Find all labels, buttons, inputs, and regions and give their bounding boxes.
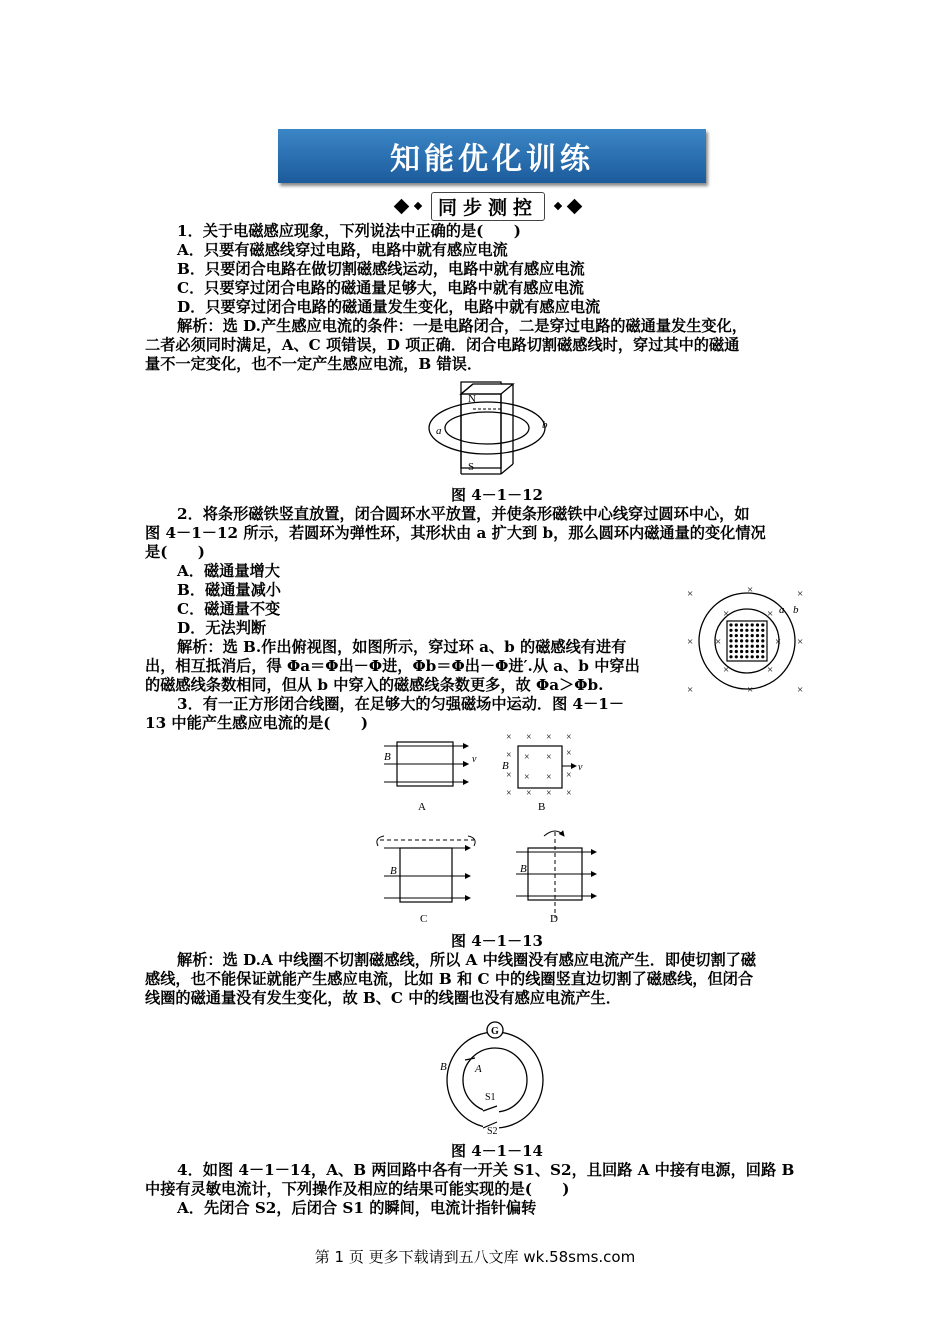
title-banner [278,129,706,183]
diamond-icon [414,202,422,210]
field-dot [740,655,743,658]
q2-stem: 是( ) [145,543,205,561]
q2-option-c: C．磁通量不变 [177,600,281,618]
switch-s1-label: S1 [485,1092,496,1103]
field-dot [756,650,759,653]
svg-text:×: × [767,664,774,676]
field-dot [751,634,754,637]
svg-text:×: × [524,772,530,783]
field-dot [751,645,754,648]
q3-stem: 13 中能产生感应电流的是( ) [145,714,369,732]
field-dot [745,623,748,626]
q3-answer: 感线，也不能保证就能产生感应电流，比如 B 和 C 中的线圈竖直边切割了磁感线，但闭合 [145,970,754,988]
field-dot [761,623,764,626]
figure-caption: 图 4－1－12 [451,486,543,504]
field-dot [729,645,732,648]
option-c-label: C [420,913,428,925]
svg-text:×: × [715,636,722,648]
field-b-label: B [384,751,391,763]
field-dot [751,650,754,653]
q4-stem: 4．如图 4－1－14，A、B 两回路中各有一开关 S1、S2，且回路 A 中接有电源，回路 B [177,1161,795,1179]
option-b-label: B [538,801,546,813]
field-dot [745,645,748,648]
field-dot [729,623,732,626]
field-dot [729,629,732,632]
field-dot [735,623,738,626]
diamond-icon [394,198,410,214]
field-dot [761,655,764,658]
svg-text:×: × [524,752,530,763]
field-dot [740,634,743,637]
loop-a-label: A [475,1063,482,1075]
field-dot [740,645,743,648]
field-dot [740,629,743,632]
field-dot [751,639,754,642]
field-dot [745,634,748,637]
svg-text:×: × [526,732,532,743]
field-dot [745,650,748,653]
q2-stem: 2．将条形磁铁竖直放置，闭合圆环水平放置，并使条形磁铁中心线穿过圆环中心，如 [177,505,750,523]
svg-text:×: × [546,788,552,799]
field-dot [751,623,754,626]
field-b-label: B [502,760,509,772]
svg-text:×: × [797,684,804,695]
svg-text:×: × [687,636,694,648]
field-dot [751,629,754,632]
field-dot [761,645,764,648]
q4-option-a: A．先闭合 S2，后闭合 S1 的瞬间，电流计指针偏转 [177,1199,537,1217]
svg-text:×: × [546,752,552,763]
field-dot [740,623,743,626]
svg-text:×: × [506,750,512,761]
svg-text:×: × [546,732,552,743]
figure-4-1-13-d [510,828,600,928]
q1-answer: 解析：选 D.产生感应电流的条件：一是电路闭合，二是穿过电路的磁通量发生变化， [177,317,747,335]
svg-text:×: × [506,770,512,781]
q1-option-c: C．只要穿过闭合电路的磁通量足够大，电路中就有感应电流 [177,279,584,297]
field-dot [745,629,748,632]
velocity-label: v [472,754,477,765]
q1-stem: 1．关于电磁感应现象，下列说法中正确的是( ) [177,222,521,240]
figure-caption: 图 4－1－14 [451,1142,543,1160]
field-dot [751,655,754,658]
field-dot [729,639,732,642]
field-dot [735,634,738,637]
field-dot [756,655,759,658]
option-d-label: D [550,913,558,925]
q3-answer: 线圈的磁通量没有发生变化，故 B、C 中的线圈也没有感应电流产生． [145,989,621,1007]
ring-a-label: a [436,425,442,437]
field-dot [761,634,764,637]
q1-option-d: D．只要穿过闭合电路的磁通量发生变化，电路中就有感应电流 [177,298,601,316]
field-dot [735,639,738,642]
field-dot [761,639,764,642]
q1-option-b: B．只要闭合电路在做切割磁感线运动，电路中就有感应电流 [177,260,585,278]
q2-option-b: B．磁通量减小 [177,581,281,599]
top-view-figure [685,585,810,695]
svg-text:×: × [566,748,572,759]
q2-answer: 解析：选 B.作出俯视图，如图所示，穿过环 a、b 的磁感线有进有 [177,638,627,656]
ring-b-label: b [793,604,799,616]
q2-answer: 的磁感线条数相同，但从 b 中穿入的磁感线条数更多，故 Φa＞Φb. [145,676,604,694]
field-b-label: B [520,863,527,875]
field-dot [729,634,732,637]
loop-b-label: B [440,1061,447,1073]
page-footer: 第 1 页 更多下载请到五八文库 wk.58sms.com [314,1248,636,1266]
field-dot [729,655,732,658]
field-dot [756,623,759,626]
svg-text:×: × [747,684,754,695]
field-dot [761,629,764,632]
section-heading [392,193,584,219]
banner-title: 知能优化训练 [390,142,594,177]
svg-text:×: × [687,684,694,695]
field-dot [735,645,738,648]
field-dot [745,655,748,658]
svg-text:×: × [566,732,572,743]
svg-text:×: × [566,788,572,799]
option-a-label: A [418,801,426,813]
section-title: 同步测控 [431,192,545,221]
svg-text:×: × [723,608,730,620]
diamond-icon [567,198,583,214]
field-dot [756,645,759,648]
figure-4-1-12 [425,378,565,482]
field-dot [729,650,732,653]
q3-stem: 3．有一正方形闭合线圈，在足够大的匀强磁场中运动．图 4－1－ [177,695,625,713]
svg-text:×: × [526,788,532,799]
svg-text:×: × [747,585,754,596]
svg-text:×: × [566,770,572,781]
field-dot [745,639,748,642]
south-pole-label: S [468,461,475,473]
svg-text:×: × [775,636,782,648]
switch-s2-label: S2 [487,1126,498,1134]
diamond-icon [554,202,562,210]
field-dot [740,639,743,642]
field-dot [761,650,764,653]
field-dot [756,634,759,637]
q2-stem: 图 4－1－12 所示，若圆环为弹性环，其形状由 a 扩大到 b，那么圆环内磁通量的变化情况 [145,524,766,542]
svg-text:×: × [797,636,804,648]
field-dot [756,629,759,632]
figure-4-1-14 [437,1018,557,1134]
galvanometer-label: G [491,1026,499,1037]
q1-answer: 量不一定变化，也不一定产生感应电流，B 错误． [145,355,483,373]
q2-option-d: D．无法判断 [177,619,267,637]
svg-text:×: × [546,772,552,783]
q2-answer: 出，相互抵消后，得 Φa＝Φ出－Φ进，Φb＝Φ出－Φ进′.从 a、b 中穿出 [145,657,640,675]
q1-answer: 二者必须同时满足，A、C 项错误，D 项正确．闭合电路切割磁感线时，穿过其中的磁通 [145,336,740,354]
ring-b-label: b [542,419,548,431]
field-dot [735,650,738,653]
svg-text:×: × [506,732,512,743]
field-dot [756,639,759,642]
svg-text:×: × [797,588,804,600]
svg-text:×: × [723,664,730,676]
velocity-label: v [578,762,583,773]
q3-answer: 解析：选 D.A 中线圈不切割磁感线，所以 A 中线圈没有感应电流产生．即使切割了磁 [177,951,757,969]
field-b-label: B [390,865,397,877]
figure-caption: 图 4－1－13 [451,932,543,950]
svg-text:×: × [687,588,694,600]
q4-stem: 中接有灵敏电流计，下列操作及相应的结果可能实现的是( ) [145,1180,570,1198]
svg-text:×: × [767,608,774,620]
field-dot [740,650,743,653]
q1-option-a: A．只要有磁感线穿过电路，电路中就有感应电流 [177,241,508,259]
field-dot [735,655,738,658]
field-dot [735,629,738,632]
north-pole-label: N [468,393,476,405]
svg-text:×: × [506,788,512,799]
q2-option-a: A．磁通量增大 [177,562,280,580]
ring-a-label: a [779,604,785,616]
